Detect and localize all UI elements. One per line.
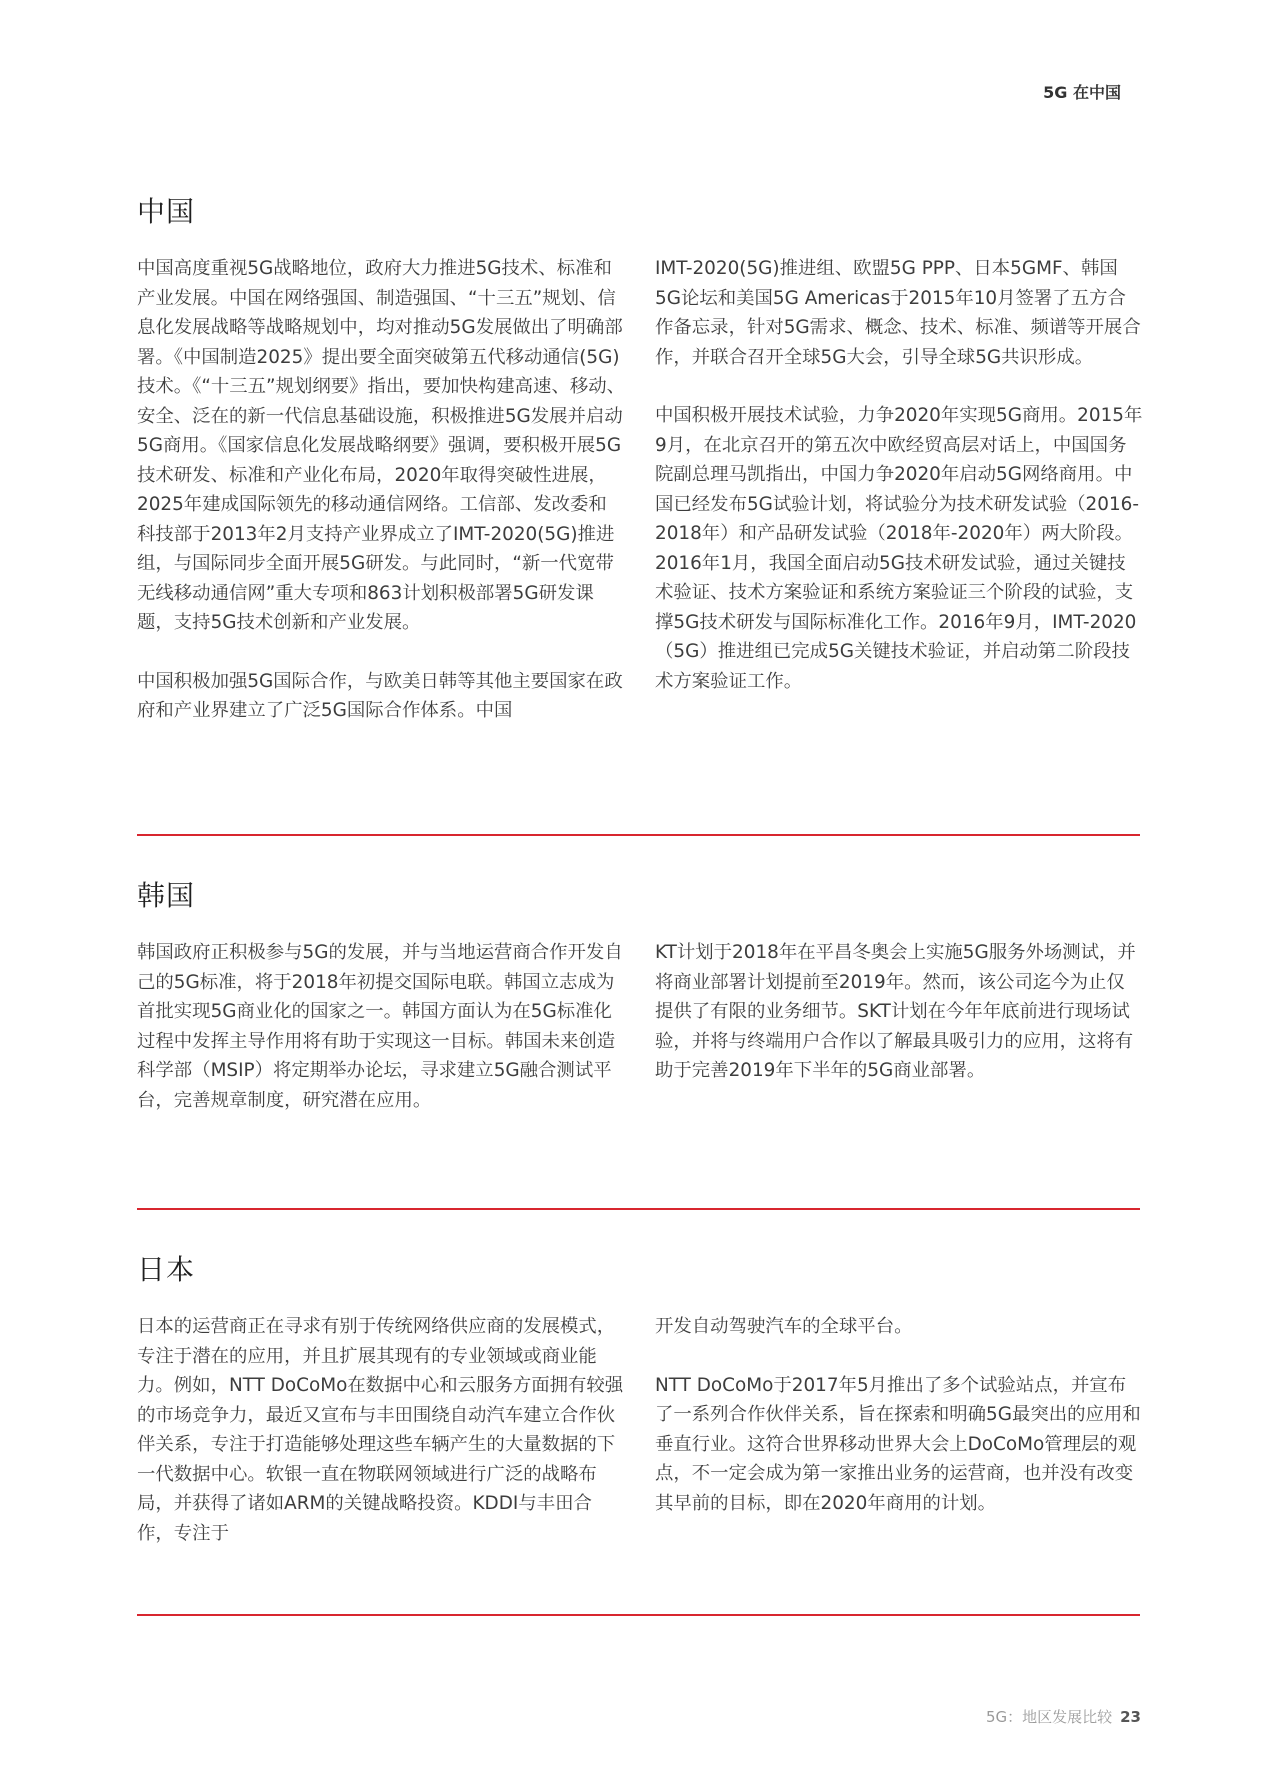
- china-left-column: [137, 254, 625, 755]
- section-china: [137, 190, 1143, 721]
- paragraph: NTT DoCoMo于2017年5月推出了多个试验站点，并宣布了一系列合作伙伴关系，旨在探索和明确5G最突出的应用和垂直行业。这符合世界移动世界大会上DoCoMo管理层的观点，不一定会成为第一家推出业务的运营商，也并没有改变其早前的目标，即在2020年商用的计划。: [655, 1374, 1141, 1514]
- page-number: 23: [1120, 1708, 1141, 1726]
- footer-title: 5G：地区发展比较: [985, 1708, 1113, 1726]
- japan-left-column: [137, 1312, 625, 1577]
- paragraph: 中国积极加强5G国际合作，与欧美日韩等其他主要国家在政府和产业界建立了广泛5G国际合作体系。中国: [137, 670, 623, 721]
- section-japan: [137, 1248, 1141, 1544]
- paragraph: IMT-2020(5G)推进组、欧盟5G PPP、日本5GMF、韩国5G论坛和美国5G Americas于2015年10月签署了五方合作备忘录，针对5G需求、概念、技术、标准、频谱等开展合作，并联合召开全球5G大会，引导全球5G共识形成。: [655, 258, 1141, 368]
- page-footer: [986, 1706, 1141, 1727]
- china-right-column: [655, 254, 1143, 725]
- paragraph: 韩国政府正积极参与5G的发展，并与当地运营商合作开发自己的5G标准，将于2018年初提交国际电联。韩国立志成为首批实现5G商业化的国家之一。韩国方面认为在5G标准化过程中发挥主导作用将有助于实现这一目标。韩国未来创造科学部（MSIP）将定期举办论坛，寻求建立5G融合测试平台，完善规章制度，研究潜在应用。: [137, 942, 623, 1111]
- section-title-korea: 韩国: [137, 879, 196, 912]
- korea-right-column: [655, 938, 1143, 1115]
- section-divider: [137, 1614, 1140, 1616]
- section-divider: [137, 834, 1140, 836]
- section-divider: [137, 1208, 1140, 1210]
- running-header: 5G 在中国: [1043, 83, 1121, 102]
- paragraph: 中国高度重视5G战略地位，政府大力推进5G技术、标准和产业发展。中国在网络强国、制造强国、“十三五”规划、信息化发展战略等战略规划中，均对推动5G发展做出了明确部署。《中国制造2025》提出要全面突破第五代移动通信(5G)技术。《“十三五”规划纲要》指出，要加快构建高速、移动、安全、泛在的新一代信息基础设施，积极推进5G发展并启动5G商用。《国家信息化发展战略纲要》强调，要积极开展5G技术研发、标准和产业化布局，2020年取得突破性进展，2025年建成国际领先的移动通信网络。工信部、发改委和科技部于2013年2月支持产业界成立了IMT-2020(5G)推进组，与国际同步全面开展5G研发。与此同时，“新一代宽带无线移动通信网”重大专项和863计划积极部署5G研发课题，支持5G技术创新和产业发展。: [137, 258, 626, 633]
- paragraph: 开发自动驾驶汽车的全球平台。: [655, 1316, 913, 1337]
- paragraph: 中国积极开展技术试验，力争2020年实现5G商用。2015年9月，在北京召开的第五次中欧经贸高层对话上，中国国务院副总理马凯指出，中国力争2020年启动5G网络商用。中国已经发布5G试验计划，将试验分为技术研发试验（2016-2018年）和产品研发试验（2018年-2020年）两大阶段。2016年1月，我国全面启动5G技术研发试验，通过关键技术验证、技术方案验证和系统方案验证三个阶段的试验，支撑5G技术研发与国际标准化工作。2016年9月，IMT-2020（5G）推进组已完成5G关键技术验证，并启动第二阶段技术方案验证工作。: [655, 405, 1143, 692]
- section-title-japan: 日本: [137, 1253, 196, 1286]
- paragraph: 日本的运营商正在寻求有别于传统网络供应商的发展模式，专注于潜在的应用，并且扩展其现有的专业领域或商业能力。例如，NTT DoCoMo在数据中心和云服务方面拥有较强的市场竞争力，最近又宣布与丰田围绕自动汽车建立合作伙伴关系，专注于打造能够处理这些车辆产生的大量数据的下一代数据中心。软银一直在物联网领域进行广泛的战略布局，并获得了诸如ARM的关键战略投资。KDDI与丰田合作，专注于: [137, 1316, 624, 1544]
- japan-right-column: [655, 1312, 1143, 1547]
- section-title-china: 中国: [137, 195, 196, 228]
- paragraph: KT计划于2018年在平昌冬奥会上实施5G服务外场测试，并将商业部署计划提前至2019年。然而，该公司迄今为止仅提供了有限的业务细节。SKT计划在今年年底前进行现场试验，并将与终端用户合作以了解最具吸引力的应用，这将有助于完善2019年下半年的5G商业部署。: [655, 942, 1136, 1081]
- korea-left-column: [137, 938, 625, 1144]
- section-korea: [137, 874, 1140, 1111]
